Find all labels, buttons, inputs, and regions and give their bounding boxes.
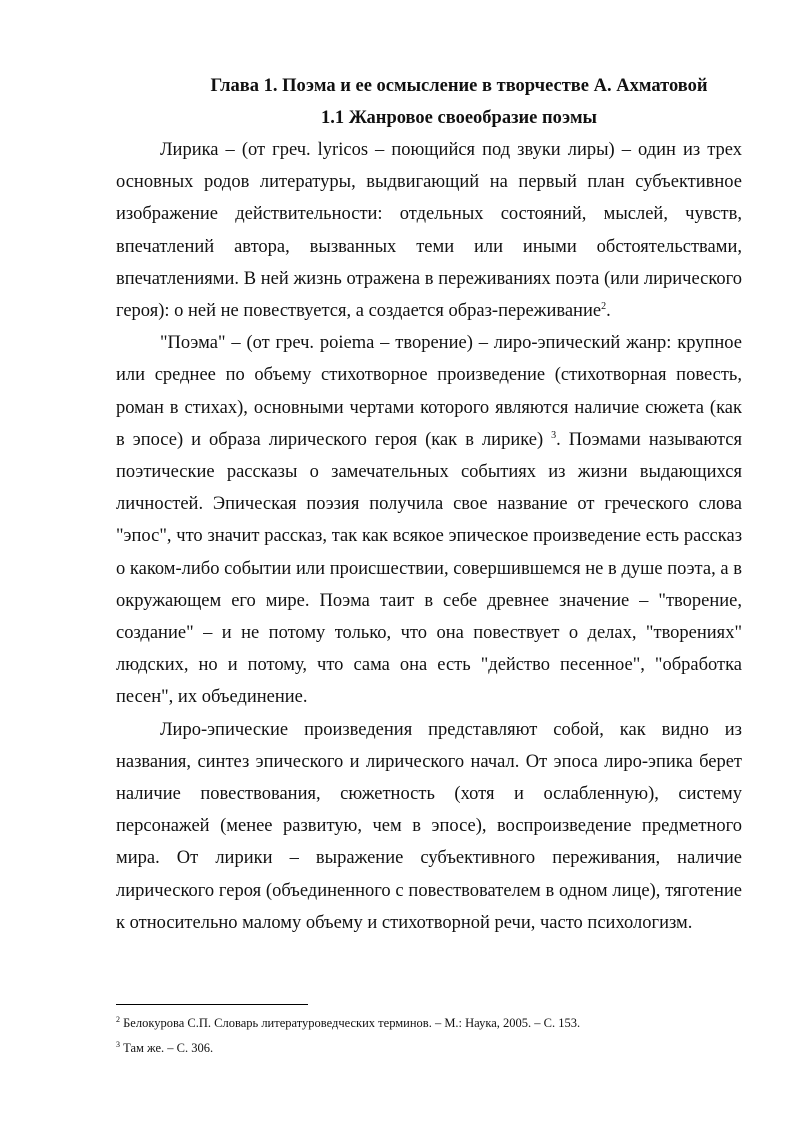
document-page [116, 70, 742, 939]
paragraph-text: "Поэма" – (от греч. poiema – творение) – лиро-эпический жанр: крупное или среднее по объему стихотворное произведение (стихотворная повесть, роман в стихах), основными чертами которого являются наличие сюжета (как в эпосе) и образа лирического героя (как в лирике) [116, 333, 742, 450]
paragraph-lyro-epic [116, 714, 742, 939]
footnote-ref[interactable]: 3 [551, 429, 557, 441]
footnote-text: Белокурова С.П. Словарь литературоведческих терминов. – М.: Наука, 2005. – С. 153. [120, 1016, 581, 1030]
footnote-number: 3 [116, 1040, 120, 1049]
paragraph-text: . [606, 301, 611, 322]
paragraph-text: . Поэмами называются поэтические рассказы о замечательных событиях из жизни выдающихся личностей. Эпическая поэзия получила свое название от греческого слова "эпос", что значит рассказ, так как всякое эпическое произведение есть рассказ о каком-либо событии или происшествии, совершившемся не в душе поэта, а в окружающем его мире. Поэма таит в себе древнее значение – "творение, создание" – и не потому только, что она повествует о делах, "творениях" людских, но и потому, что сама она есть "действо песенное", "обработка песен", их объединение. [116, 429, 742, 708]
footnote-text: Там же. – С. 306. [120, 1041, 214, 1055]
footnote-number: 2 [116, 1015, 120, 1024]
paragraph-text: Лирика – (от греч. lyricos – поющийся под звуки лиры) – один из трех основных родов литературы, выдвигающий на первый план субъективное изображение действительности: отдельных состояний, мыслей, чувств, впечатлений автора, вызванных теми или иными обстоятельствами, впечатлениями. В ней жизнь отражена в переживаниях поэта (или лирического героя): о ней не повествуется, а создается образ-переживание [116, 140, 742, 322]
section-title: 1.1 Жанровое своеобразие поэмы [320, 108, 598, 128]
footnote-ref[interactable]: 2 [601, 301, 607, 313]
footnote-item [116, 1038, 742, 1058]
footnotes [116, 1013, 742, 1063]
footnote-item [116, 1013, 742, 1033]
paragraph-lyrics [116, 134, 742, 327]
footnote-separator [116, 1004, 308, 1005]
paragraph-text: Лиро-эпические произведения представляют собой, как видно из названия, синтез эпического и лирического начал. От эпоса лиро-эпика берет наличие повествования, сюжетность (хотя и ослабленную), систему персонажей (менее развитую, чем в эпосе), воспроизведение предметного мира. От лирики – выражение субъективного переживания, наличие лирического героя (объединенного с повествователем в одном лице), тяготение к относительно малому объему и стихотворной речи, часто психологизм. [116, 719, 742, 933]
chapter-title: Глава 1. Поэма и ее осмысление в творчестве А. Ахматовой [210, 76, 708, 96]
paragraph-poem [116, 327, 742, 713]
